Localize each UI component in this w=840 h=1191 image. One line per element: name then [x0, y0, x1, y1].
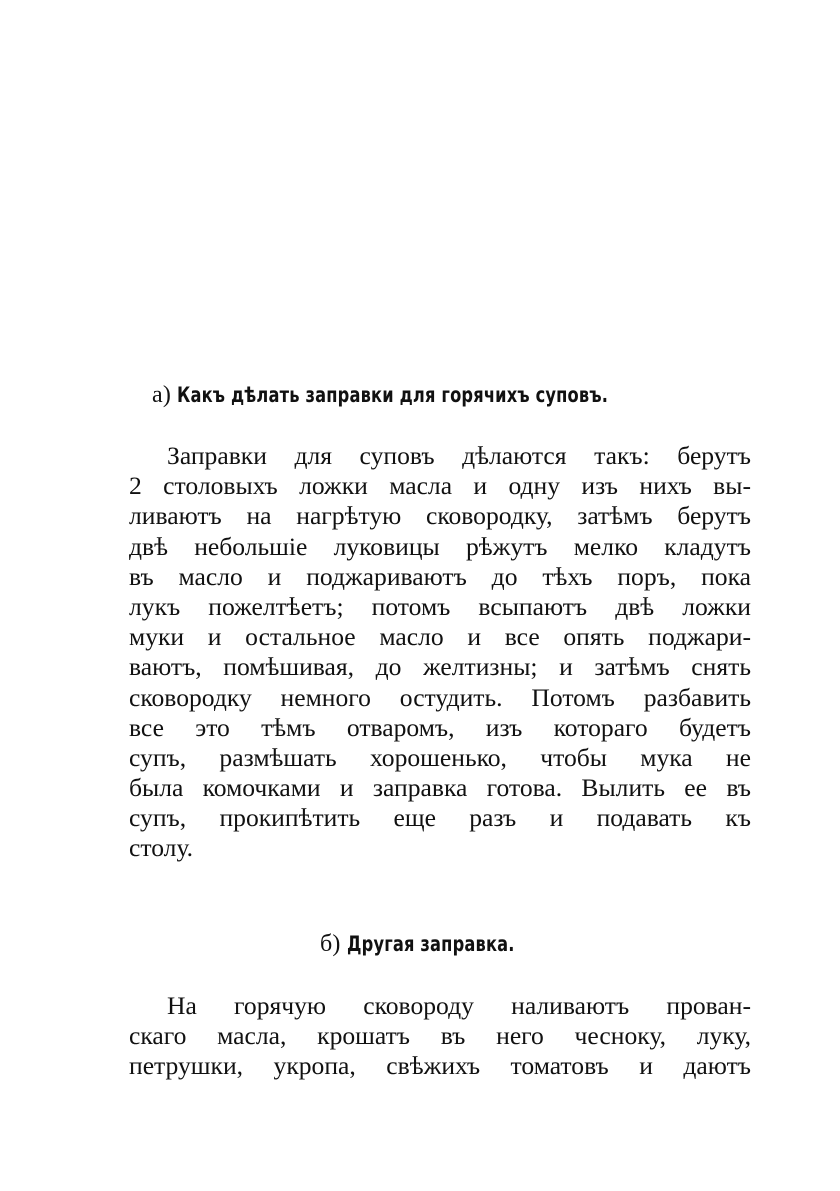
paragraph-line: Заправки для суповъ дѣлаются такъ: берутъ [167, 441, 751, 470]
section-a-title: Какъ дѣлать заправки для горячихъ суповъ. [177, 383, 609, 407]
section-b-marker: б) [320, 931, 341, 957]
paragraph-line: На горячую сковороду наливаютъ прован- [167, 991, 751, 1020]
paragraph-line: муки и остальное масло и все опять поджари- [129, 622, 751, 652]
paragraph-line: была комочками и заправка готова. Вылить ее въ [129, 773, 751, 803]
paragraph-line: ваютъ, помѣшивая, до желтизны; и затѣмъ снять [129, 652, 751, 682]
paragraph-line: 2 столовыхъ ложки масла и одну изъ нихъ вы- [129, 471, 751, 501]
paragraph-line: въ масло и поджариваютъ до тѣхъ поръ, пока [129, 561, 751, 591]
paragraph-line: супъ, прокипѣтить еще разъ и подавать къ [129, 803, 751, 833]
paragraph-line: двѣ небольшіе луковицы рѣжутъ мелко кладутъ [129, 531, 751, 561]
paragraph-line: супъ, размѣшать хорошенько, чтобы мука не [129, 742, 751, 772]
paragraph-line: ливаютъ на нагрѣтую сковородку, затѣмъ берутъ [129, 501, 751, 531]
section-b-title: Другая заправка. [346, 932, 515, 956]
section-b-paragraph [129, 991, 751, 1082]
paragraph-line: сковородку немного остудить. Потомъ разбавить [129, 682, 751, 712]
section-a-paragraph [129, 441, 751, 864]
section-a-marker: а) [152, 382, 172, 408]
section-a-heading [152, 380, 678, 410]
paragraph-line: столу. [129, 833, 194, 863]
paragraph-line: лукъ пожелтѣетъ; потомъ всыпаютъ двѣ ложки [129, 591, 751, 621]
paragraph-line: все это тѣмъ отваромъ, изъ котораго будетъ [129, 712, 751, 742]
paragraph-line: скаго масла, крошатъ въ него чесноку, луку, [129, 1021, 751, 1051]
paragraph-line: петрушки, укропа, свѣжихъ томатовъ и даютъ [129, 1051, 751, 1081]
section-b-heading [320, 929, 542, 959]
